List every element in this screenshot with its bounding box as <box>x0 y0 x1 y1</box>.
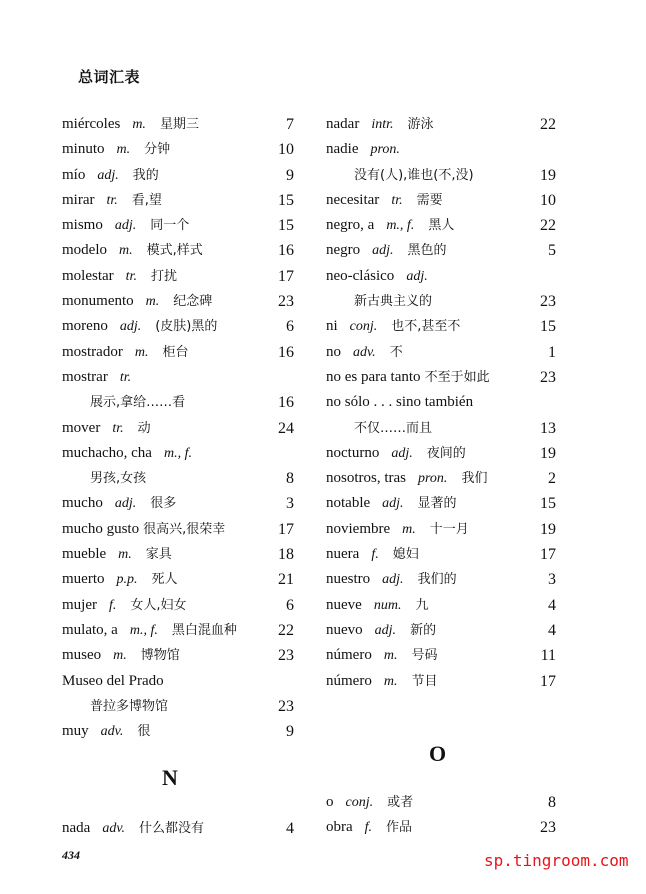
translation: 纪念碑 <box>173 294 213 310</box>
translation: 看,望 <box>131 192 162 208</box>
headword: número <box>326 647 372 664</box>
headword: modelo <box>62 242 107 259</box>
translation: 星期三 <box>159 117 199 132</box>
watermark-link[interactable]: sp.tingroom.com <box>484 851 629 870</box>
translation: 很高兴,很荣幸 <box>143 521 226 537</box>
part-of-speech: adv. <box>100 724 124 740</box>
part-of-speech: m. <box>145 294 160 310</box>
lesson-number: 16 <box>278 242 294 260</box>
glossary-entry <box>62 137 294 162</box>
glossary-entry <box>62 542 294 567</box>
lesson-number: 23 <box>278 697 294 715</box>
headword: notable <box>326 495 371 512</box>
translation: 同一个 <box>150 218 190 234</box>
lesson-number: 13 <box>540 419 556 437</box>
glossary-entry <box>62 340 294 365</box>
glossary-entry <box>62 213 294 238</box>
lesson-number: 11 <box>540 647 556 665</box>
part-of-speech: num. <box>373 597 402 613</box>
lesson-number: 10 <box>278 141 294 159</box>
headword: muerto <box>62 571 105 588</box>
part-of-speech: adj. <box>374 622 397 638</box>
glossary-entry <box>326 112 556 137</box>
part-of-speech: adj. <box>382 496 404 512</box>
part-of-speech: adj. <box>119 319 142 335</box>
translation: 需要 <box>416 192 443 208</box>
translation: 什么都没有 <box>139 821 205 836</box>
glossary-entry <box>62 719 294 744</box>
part-of-speech: tr. <box>391 192 403 208</box>
lesson-number: 17 <box>278 267 294 285</box>
glossary-entry <box>326 289 556 314</box>
lesson-number: 23 <box>540 368 556 386</box>
lesson-number: 6 <box>286 318 294 336</box>
lesson-number: 17 <box>540 672 556 690</box>
glossary-entry <box>326 390 556 415</box>
headword: mostrador <box>62 343 123 360</box>
headword: obra <box>326 819 353 836</box>
headword: Museo del Prado <box>62 672 164 689</box>
translation: 展示,拿给……看 <box>90 395 186 411</box>
part-of-speech: adj. <box>372 243 394 259</box>
headword: moreno <box>62 318 108 335</box>
glossary-entry <box>62 112 294 137</box>
part-of-speech: conj. <box>345 795 374 810</box>
glossary-entry <box>326 643 556 668</box>
headword: nada <box>62 820 91 836</box>
translation: 柜台 <box>162 344 189 360</box>
part-of-speech: m. <box>116 142 131 158</box>
translation: 显著的 <box>417 496 457 512</box>
translation: 没有(人),谁也(不,没) <box>354 167 474 183</box>
part-of-speech: tr. <box>125 268 137 284</box>
headword: nadar <box>326 116 360 132</box>
part-of-speech: adj. <box>97 167 119 183</box>
glossary-entry <box>326 466 556 491</box>
part-of-speech: m. <box>118 547 132 563</box>
headword: muy <box>62 723 89 740</box>
headword: negro <box>326 242 361 259</box>
glossary-entry <box>62 466 294 491</box>
translation: 新古典主义的 <box>354 294 433 310</box>
translation: 女人,妇女 <box>130 597 187 613</box>
lesson-number: 22 <box>278 621 294 639</box>
translation: 男孩,女孩 <box>90 471 147 487</box>
glossary-entry <box>326 790 556 815</box>
headword: nuestro <box>326 571 371 588</box>
lesson-number: 6 <box>286 596 294 614</box>
lesson-number: 19 <box>540 444 556 462</box>
translation: 或者 <box>387 795 414 810</box>
translation: 很 <box>137 724 151 740</box>
headword: negro, a <box>326 217 375 234</box>
lesson-number: 17 <box>278 520 294 538</box>
glossary-entry <box>326 669 556 694</box>
left-glossary-column <box>62 112 294 744</box>
headword: neo-clásico <box>326 267 395 284</box>
translation: 十一月 <box>429 521 469 537</box>
headword: miércoles <box>62 116 121 132</box>
headword: mío <box>62 166 86 183</box>
glossary-entry <box>62 416 294 441</box>
glossary-entry <box>326 491 556 516</box>
translation: 我的 <box>132 167 159 183</box>
headword: nueve <box>326 596 362 613</box>
lesson-number: 3 <box>548 571 556 589</box>
glossary-entry <box>62 816 294 841</box>
headword: número <box>326 672 372 689</box>
lesson-number: 10 <box>540 191 556 209</box>
left-glossary-column-n <box>62 816 294 841</box>
glossary-entry <box>62 163 294 188</box>
part-of-speech: tr. <box>106 192 118 208</box>
part-of-speech: m. <box>132 117 146 132</box>
part-of-speech: pron. <box>418 471 448 487</box>
headword: nocturno <box>326 444 380 461</box>
part-of-speech: intr. <box>371 117 394 132</box>
translation: 也不,甚至不 <box>391 319 461 335</box>
glossary-entry <box>326 238 556 263</box>
lesson-number: 23 <box>278 647 294 665</box>
translation: 新的 <box>410 622 437 638</box>
section-letter-n: N <box>162 765 178 790</box>
headword: mucho gusto <box>62 520 140 537</box>
lesson-number: 17 <box>540 546 556 564</box>
translation: 黑色的 <box>407 243 447 259</box>
lesson-number: 19 <box>540 166 556 184</box>
lesson-number: 7 <box>286 116 294 133</box>
translation: 不 <box>389 344 403 360</box>
translation: 不至于如此 <box>424 369 490 385</box>
translation: 九 <box>415 597 429 613</box>
translation: (皮肤)黑的 <box>155 319 218 335</box>
glossary-entry <box>62 567 294 592</box>
part-of-speech: m. <box>113 648 127 664</box>
lesson-number: 8 <box>286 470 294 488</box>
lesson-number: 8 <box>548 794 556 811</box>
glossary-entry <box>326 416 556 441</box>
translation: 节目 <box>411 673 438 689</box>
glossary-entry <box>326 593 556 618</box>
lesson-number: 9 <box>286 166 294 184</box>
lesson-number: 22 <box>540 217 556 235</box>
headword: mulato, a <box>62 621 118 638</box>
headword: molestar <box>62 267 114 284</box>
part-of-speech: adj. <box>391 445 413 461</box>
lesson-number: 4 <box>286 820 294 837</box>
translation: 死人 <box>151 572 178 588</box>
glossary-entry <box>326 340 556 365</box>
translation: 不仅……而且 <box>354 420 433 436</box>
lesson-number: 21 <box>278 571 294 589</box>
glossary-entry <box>62 238 294 263</box>
headword: no sólo . . . sino también <box>326 394 474 411</box>
lesson-number: 1 <box>548 343 556 361</box>
part-of-speech: m., f. <box>129 622 158 638</box>
part-of-speech: f. <box>364 820 373 836</box>
part-of-speech: m. <box>119 243 133 259</box>
lesson-number: 4 <box>548 621 556 639</box>
section-letter-o: O <box>429 741 447 766</box>
headword: nosotros, tras <box>326 470 406 487</box>
lesson-number: 15 <box>540 495 556 513</box>
headword: noviembre <box>326 520 391 537</box>
translation: 模式,样式 <box>146 243 203 259</box>
part-of-speech: adv. <box>353 344 376 360</box>
translation: 号码 <box>411 648 438 664</box>
translation: 媳妇 <box>392 547 419 563</box>
part-of-speech: m. <box>383 648 398 664</box>
part-of-speech: conj. <box>349 319 378 335</box>
translation: 游泳 <box>407 117 434 132</box>
part-of-speech: m., f. <box>386 218 415 234</box>
glossary-entry <box>62 593 294 618</box>
headword: no es para tanto <box>326 368 421 385</box>
glossary-entry <box>326 188 556 213</box>
headword: mujer <box>62 596 97 613</box>
part-of-speech: adj. <box>406 268 428 284</box>
headword: museo <box>62 647 102 664</box>
lesson-number: 15 <box>278 191 294 209</box>
lesson-number: 15 <box>278 217 294 235</box>
glossary-entry <box>62 314 294 339</box>
headword: mostrar <box>62 368 108 385</box>
glossary-entry <box>326 567 556 592</box>
headword: mucho <box>62 495 103 512</box>
lesson-number: 23 <box>540 293 556 311</box>
headword: mueble <box>62 546 107 563</box>
page-header-title: 总词汇表 <box>78 68 141 86</box>
translation: 家具 <box>145 547 172 563</box>
translation: 动 <box>137 420 151 436</box>
lesson-number: 22 <box>540 116 556 133</box>
lesson-number: 23 <box>540 819 556 837</box>
headword: muchacho, cha <box>62 444 152 461</box>
translation: 黑人 <box>428 218 455 234</box>
glossary-entry <box>326 264 556 289</box>
part-of-speech: pron. <box>370 142 400 158</box>
glossary-entry <box>326 618 556 643</box>
glossary-entry <box>326 365 556 390</box>
translation: 普拉多博物馆 <box>90 698 169 714</box>
glossary-entry <box>62 643 294 668</box>
lesson-number: 15 <box>540 318 556 336</box>
glossary-entry <box>62 517 294 542</box>
headword: o <box>326 794 334 810</box>
right-glossary-column <box>326 112 556 694</box>
part-of-speech: m. <box>383 673 398 689</box>
glossary-entry <box>62 390 294 415</box>
part-of-speech: tr. <box>119 369 132 385</box>
headword: mismo <box>62 217 103 234</box>
glossary-entry <box>62 491 294 516</box>
page-number: 434 <box>62 848 80 862</box>
headword: monumento <box>62 293 134 310</box>
part-of-speech: tr. <box>112 420 124 436</box>
glossary-entry <box>62 441 294 466</box>
glossary-entry <box>62 669 294 694</box>
translation: 分钟 <box>144 142 171 158</box>
lesson-number: 5 <box>548 242 556 260</box>
lesson-number: 24 <box>278 419 294 437</box>
lesson-number: 16 <box>278 394 294 412</box>
glossary-entry <box>326 137 556 162</box>
headword: mirar <box>62 191 95 208</box>
glossary-entry <box>326 815 556 840</box>
translation: 黑白混血种 <box>171 622 237 638</box>
lesson-number: 4 <box>548 596 556 614</box>
lesson-number: 3 <box>286 495 294 513</box>
glossary-entry <box>62 618 294 643</box>
translation: 我们的 <box>417 572 457 588</box>
headword: nadie <box>326 141 359 158</box>
glossary-entry <box>326 542 556 567</box>
translation: 夜间的 <box>426 445 466 461</box>
lesson-number: 23 <box>278 293 294 311</box>
part-of-speech: adj. <box>382 572 404 588</box>
glossary-entry <box>62 188 294 213</box>
glossary-entry <box>62 365 294 390</box>
translation: 很多 <box>150 496 177 512</box>
right-glossary-column-o <box>326 790 556 841</box>
part-of-speech: adj. <box>114 218 137 234</box>
translation: 我们 <box>461 471 488 487</box>
glossary-entry <box>326 314 556 339</box>
part-of-speech: m., f. <box>163 445 192 461</box>
translation: 打扰 <box>150 268 177 284</box>
glossary-entry <box>62 264 294 289</box>
part-of-speech: m. <box>134 344 149 360</box>
lesson-number: 18 <box>278 546 294 564</box>
headword: no <box>326 343 341 360</box>
headword: minuto <box>62 141 105 158</box>
headword: nuera <box>326 546 360 563</box>
lesson-number: 9 <box>286 723 294 741</box>
part-of-speech: f. <box>109 597 117 613</box>
glossary-entry <box>326 517 556 542</box>
translation: 博物馆 <box>140 648 180 664</box>
headword: ni <box>326 318 338 335</box>
glossary-entry <box>326 213 556 238</box>
glossary-entry <box>326 441 556 466</box>
glossary-entry <box>62 694 294 719</box>
part-of-speech: m. <box>402 521 416 537</box>
headword: mover <box>62 419 101 436</box>
lesson-number: 2 <box>548 470 556 488</box>
part-of-speech: adj. <box>114 496 137 512</box>
translation: 作品 <box>386 820 413 836</box>
lesson-number: 16 <box>278 343 294 361</box>
glossary-entry <box>326 163 556 188</box>
headword: nuevo <box>326 621 363 638</box>
part-of-speech: p.p. <box>116 572 138 588</box>
lesson-number: 19 <box>540 520 556 538</box>
part-of-speech: adv. <box>102 821 126 836</box>
glossary-entry <box>62 289 294 314</box>
part-of-speech: f. <box>371 547 379 563</box>
headword: necesitar <box>326 191 380 208</box>
